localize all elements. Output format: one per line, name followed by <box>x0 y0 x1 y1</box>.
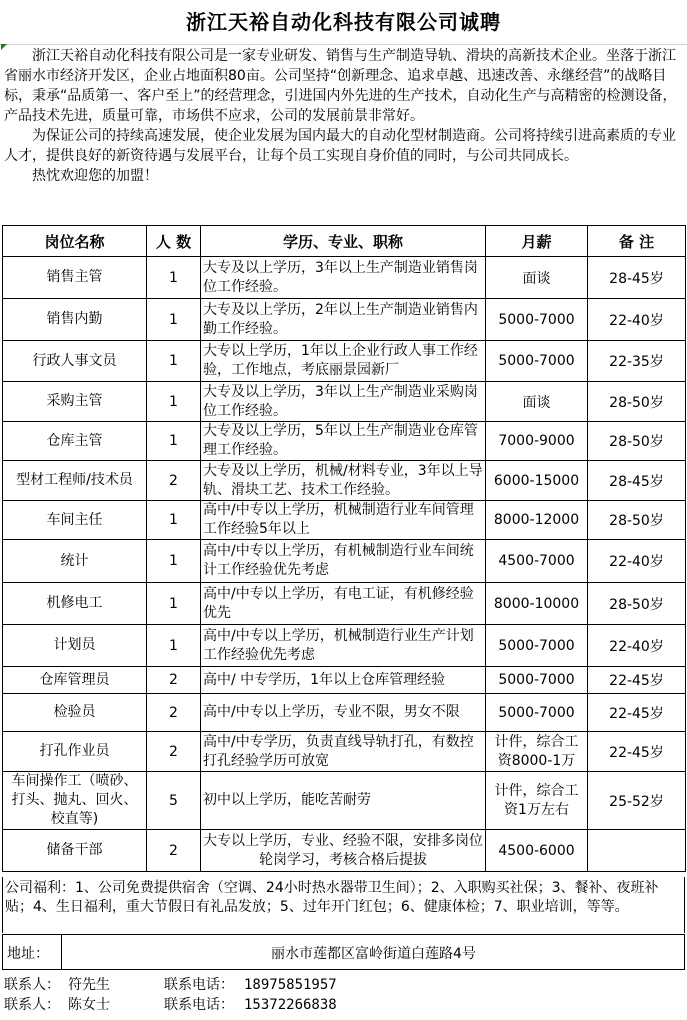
cell-salary: 计件，综合工资8000-1万 <box>486 732 588 772</box>
cell-salary: 5000-7000 <box>486 299 588 341</box>
cell-count: 1 <box>147 625 201 667</box>
cell-salary: 7000-9000 <box>486 422 588 461</box>
cell-salary: 计件，综合工资1万左右 <box>486 772 588 830</box>
address-divider <box>61 935 62 969</box>
cell-count: 2 <box>147 830 201 872</box>
header-requirements: 学历、专业、职称 <box>201 226 486 257</box>
table-row <box>3 625 686 667</box>
cell-position: 计划员 <box>3 625 147 667</box>
table-row <box>3 772 686 830</box>
cell-count: 1 <box>147 299 201 341</box>
company-intro <box>4 46 683 186</box>
cell-count: 1 <box>147 583 201 625</box>
cell-salary: 面谈 <box>486 257 588 299</box>
cell-count: 1 <box>147 540 201 583</box>
cell-requirements: 高中/中专以上学历，机械制造行业车间管理工作经验5年以上 <box>201 501 486 540</box>
contact-name: 陈女士 <box>68 997 110 1013</box>
company-benefits: 公司福利：1、公司免费提供宿舍（空调、24小时热水器带卫生间）；2、入职购买社保；3、餐补、夜班补贴；4、生日福利，重大节假日有礼品发放；5、过年开门红包；6、健康体检；7、职业培训，等等。 <box>2 877 685 933</box>
contact-label: 联系人： <box>4 977 60 993</box>
cell-position: 车间主任 <box>3 501 147 540</box>
cell-remarks: 28-45岁 <box>588 257 686 299</box>
table-row <box>3 830 686 872</box>
contact-name: 符先生 <box>68 977 110 993</box>
cell-salary: 5000-7000 <box>486 667 588 694</box>
cell-position: 仓库管理员 <box>3 667 147 694</box>
cell-requirements: 高中/中专以上学历，专业不限，男女不限 <box>201 694 486 732</box>
cell-requirements: 高中/ 中专学历，1年以上仓库管理经验 <box>201 667 486 694</box>
cell-salary: 8000-10000 <box>486 583 588 625</box>
header-salary: 月薪 <box>486 226 588 257</box>
cell-requirements: 大专以上学历，专业、经验不限，安排多岗位轮岗学习，考核合格后提拔 <box>201 830 486 872</box>
cell-remarks <box>588 830 686 872</box>
cell-salary: 5000-7000 <box>486 694 588 732</box>
cell-requirements: 高中/中专以上学历，有机械制造行业车间统计工作经验优先考虑 <box>201 540 486 583</box>
cell-position: 销售内勤 <box>3 299 147 341</box>
phone-number[interactable]: 18975851957 <box>244 977 337 993</box>
cell-requirements: 高中/中专学历，负责直线导轨打孔，有数控打孔经验学历可放宽 <box>201 732 486 772</box>
phone-label: 联系电话： <box>164 997 234 1013</box>
cell-count: 5 <box>147 772 201 830</box>
cell-position: 行政人事文员 <box>3 341 147 382</box>
cell-remarks: 22-40岁 <box>588 625 686 667</box>
cell-salary: 4500-6000 <box>486 830 588 872</box>
header-remarks: 备 注 <box>588 226 686 257</box>
cell-position: 打孔作业员 <box>3 732 147 772</box>
cell-salary: 6000-15000 <box>486 461 588 501</box>
cell-remarks: 28-50岁 <box>588 422 686 461</box>
cell-requirements: 大专及以上学历，2年以上生产制造业销售内勤工作经验。 <box>201 299 486 341</box>
cell-remarks: 22-40岁 <box>588 540 686 583</box>
cell-remarks: 25-52岁 <box>588 772 686 830</box>
cell-count: 1 <box>147 257 201 299</box>
cell-requirements: 大专及以上学历，3年以上生产制造业销售岗位工作经验。 <box>201 257 486 299</box>
cell-position: 销售主管 <box>3 257 147 299</box>
cell-count: 1 <box>147 382 201 422</box>
intro-paragraph-1: 浙江天裕自动化科技有限公司是一家专业研发、销售与生产制造导轨、滑块的高新技术企业。坐落于浙江省丽水市经济开发区，企业占地面积80亩。公司坚持“创新理念、追求卓越、迅速改善、永继经营”的战略目标，秉承“品质第一、客户至上”的经营理念，引进国内外先进的生产技术，自动化生产与高精密的检测设备，产品技术先进，质量可靠，市场供不应求，公司的发展前景非常好。 <box>4 48 677 124</box>
cell-position: 统计 <box>3 540 147 583</box>
cell-requirements: 高中/中专以上学历，机械制造行业生产计划工作经验优先考虑 <box>201 625 486 667</box>
cell-position: 仓库主管 <box>3 422 147 461</box>
cell-count: 2 <box>147 667 201 694</box>
cell-count: 2 <box>147 694 201 732</box>
cell-count: 1 <box>147 422 201 461</box>
cell-requirements: 大专及以上学历，3年以上生产制造业采购岗位工作经验。 <box>201 382 486 422</box>
cell-count: 1 <box>147 501 201 540</box>
cell-remarks: 22-40岁 <box>588 299 686 341</box>
cell-salary: 面谈 <box>486 382 588 422</box>
cell-position: 储备干部 <box>3 830 147 872</box>
header-count: 人 数 <box>147 226 201 257</box>
cell-remarks: 22-35岁 <box>588 341 686 382</box>
cell-remarks: 28-50岁 <box>588 583 686 625</box>
table-row <box>3 299 686 341</box>
cell-requirements: 初中以上学历，能吃苦耐劳 <box>201 772 486 830</box>
intro-paragraph-3: 热忱欢迎您的加盟！ <box>32 168 158 184</box>
phone-number[interactable]: 15372266838 <box>244 997 337 1013</box>
cell-salary: 5000-7000 <box>486 625 588 667</box>
cell-salary: 5000-7000 <box>486 341 588 382</box>
cell-salary: 8000-12000 <box>486 501 588 540</box>
phone-label: 联系电话： <box>164 977 234 993</box>
cell-requirements: 大专以上学历，1年以上企业行政人事工作经验，工作地点，考底丽景园新厂 <box>201 341 486 382</box>
table-row <box>3 694 686 732</box>
cell-position: 检验员 <box>3 694 147 732</box>
cell-position: 采购主管 <box>3 382 147 422</box>
cell-remarks: 22-45岁 <box>588 694 686 732</box>
cell-requirements: 大专及以上学历，5年以上生产制造业仓库管理工作经验。 <box>201 422 486 461</box>
cell-remarks: 22-45岁 <box>588 667 686 694</box>
cell-position: 机修电工 <box>3 583 147 625</box>
cell-requirements: 大专及以上学历，机械/材料专业，3年以上导轨、滑块工艺、技术工作经验。 <box>201 461 486 501</box>
cell-remarks: 28-45岁 <box>588 461 686 501</box>
intro-paragraph-2: 为保证公司的持续高速发展，使企业发展为国内最大的自动化型材制造商。公司将持续引进高素质的专业人才，提供良好的新资待遇与发展平台，让每个员工实现自身价值的同时，与公司共同成长。 <box>4 128 676 164</box>
cell-position: 车间操作工（喷砂、打头、抛丸、回火、校直等) <box>3 772 147 830</box>
table-row <box>3 501 686 540</box>
table-row <box>3 422 686 461</box>
address-row <box>2 934 685 970</box>
cell-requirements: 高中/中专以上学历，有电工证，有机修经验优先 <box>201 583 486 625</box>
table-row <box>3 583 686 625</box>
job-table <box>2 225 686 872</box>
table-header-row <box>3 226 686 257</box>
cell-count: 2 <box>147 732 201 772</box>
cell-count: 2 <box>147 461 201 501</box>
cell-count: 1 <box>147 341 201 382</box>
page-title: 浙江天裕自动化科技有限公司诚聘 <box>0 0 687 45</box>
table-row <box>3 732 686 772</box>
cell-remarks: 28-50岁 <box>588 501 686 540</box>
table-row <box>3 257 686 299</box>
table-row <box>3 382 686 422</box>
cell-position: 型材工程师/技术员 <box>3 461 147 501</box>
contact-label: 联系人： <box>4 997 60 1013</box>
table-row <box>3 461 686 501</box>
cell-salary: 4500-7000 <box>486 540 588 583</box>
table-row <box>3 540 686 583</box>
table-row <box>3 667 686 694</box>
header-position: 岗位名称 <box>3 226 147 257</box>
address-label: 地址： <box>7 946 49 962</box>
table-row <box>3 341 686 382</box>
cell-remarks: 28-50岁 <box>588 382 686 422</box>
address-value: 丽水市莲都区富岭街道白莲路4号 <box>271 946 476 962</box>
cell-remarks: 22-45岁 <box>588 732 686 772</box>
